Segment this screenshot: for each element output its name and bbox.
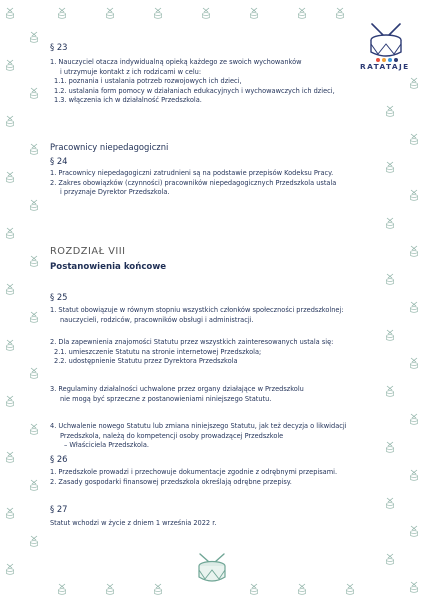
text-line: Statut wchodzi w życie z dniem 1 września 2022 r. — [50, 519, 217, 527]
text-line: 1.2. ustalania form pomocy w działaniach edukacyjnych i wychowawczych ich dzieci, — [54, 86, 335, 95]
logo-wordmark: RATATAJE — [360, 62, 410, 71]
text-line: nauczycieli, rodziców, pracowników obsługi i administracji. — [60, 315, 254, 324]
text-line: 1. Pracownicy niepedagogiczni zatrudnieni są na podstawie przepisów Kodeksu Pracy. — [50, 169, 334, 177]
text-line: 2. Zasady gospodarki finansowej przedszkola określają odrębne przepisy. — [50, 477, 292, 486]
text-line: i utrzymuje kontakt z ich rodzicami w celu: — [60, 67, 202, 76]
section-24-heading: § 24 — [50, 156, 68, 166]
section-23-heading: § 23 — [50, 42, 68, 52]
text-line: Przedszkola, należą do kompetencji osoby prowadzącej Przedszkole — [60, 431, 284, 440]
text-line: 1. Nauczyciel otacza indywidualną opieką każdego ze swoich wychowanków — [50, 58, 302, 66]
chapter-title: Postanowienia końcowe — [50, 262, 167, 272]
section-25-item-3 — [50, 385, 370, 404]
text-line: nie mogą być sprzeczne z postanowieniami niniejszego Statutu. — [60, 394, 272, 403]
drum-icon — [192, 552, 232, 586]
text-line: 2.2. udostępnienie Statutu przez Dyrektora Przedszkola — [54, 357, 238, 366]
section-25-item-2 — [50, 338, 370, 367]
text-line: 1.3. włączenia ich w działalność Przedszkola. — [54, 96, 202, 105]
section-26-body — [50, 468, 370, 487]
text-line: 2.1. umieszczenie Statutu na stronie internetowej Przedszkola; — [54, 347, 262, 356]
section-24-body — [50, 169, 370, 198]
non-teaching-staff-heading: Pracownicy niepedagogiczni — [50, 142, 169, 152]
section-23-body — [50, 58, 370, 106]
chapter-heading: ROZDZIAŁ VIII — [50, 246, 126, 257]
section-26-heading: § 26 — [50, 454, 68, 464]
text-line: 3. Regulaminy działalności uchwalone przez organy działające w Przedszkolu — [50, 385, 304, 393]
section-25-body — [50, 306, 370, 325]
text-line: – Właściciela Przedszkola. — [64, 441, 149, 450]
section-25-item-4 — [50, 422, 370, 451]
text-line: 1.1. poznania i ustalania potrzeb rozwojowych ich dzieci, — [54, 77, 242, 86]
text-line: 2. Dla zapewnienia znajomości Statutu przez wszystkich zainteresowanych ustala się: — [50, 338, 334, 346]
text-line: 1. Przedszkole prowadzi i przechowuje dokumentacje zgodnie z odrębnymi przepisami. — [50, 468, 338, 476]
text-line: i przyznaje Dyrektor Przedszkola. — [60, 188, 170, 197]
text-line: 1. Statut obowiązuje w równym stopniu wszystkich członków społeczności przedszkolnej: — [50, 306, 344, 314]
section-27-body — [50, 519, 370, 529]
text-line: 2. Zakres obowiązków (czynności) pracowników niepedagogicznych Przedszkola ustala — [50, 178, 337, 187]
section-27-heading: § 27 — [50, 504, 68, 514]
section-25-heading: § 25 — [50, 292, 68, 302]
text-line: 4. Uchwalenie nowego Statutu lub zmiana niniejszego Statutu, jak też decyzja o likwidacji — [50, 422, 347, 430]
